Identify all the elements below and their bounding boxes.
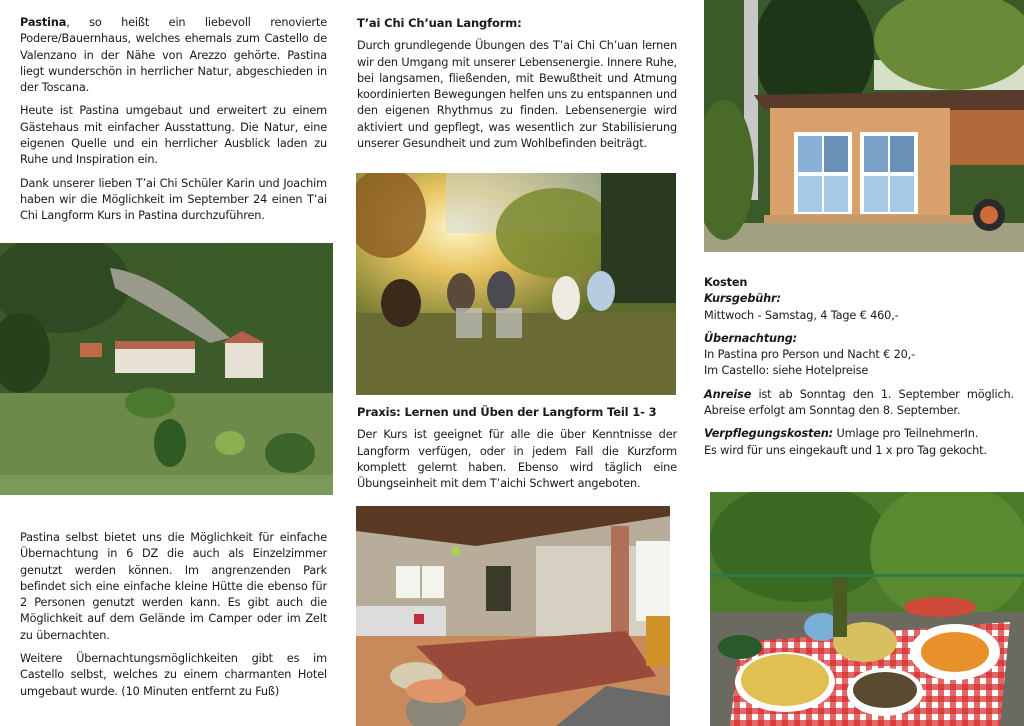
group-photo [356,173,676,395]
arrival-text: ist ab Sonntag den 1. September möglich. [751,387,1014,401]
paragraph-guesthouse: Heute ist Pastina umgebaut und erweitert zu einem Gästehaus mit einfacher Ausstattung. Die Natur, eine eigenen Quelle und ein herrlicher Ausblick laden zu Ruhe und Inspiration ein. [20,104,327,167]
room-photo-image [356,506,670,726]
lodging-label: Übernachtung: [704,331,798,345]
lodging-castello-price: Im Castello: siehe Hotelpreise [704,364,869,378]
intro-text-block [20,15,327,232]
food-photo [710,492,1024,726]
course-fee-label: Kursgebühr: [704,292,781,306]
hut-photo [704,0,1024,252]
catering-label: Verpflegungskosten: [704,427,834,441]
aerial-photo-image [0,243,333,495]
practice-text-block [357,404,677,499]
room-photo [356,506,670,726]
intro-bold-name: Pastina [20,16,67,29]
intro-rest: , so heißt ein liebevoll renovierte Podere/Bauernhaus, welches ehemals zum Castello de Valenzano in der Nähe von Arezzo gehörte. Pastina liegt wunderschön in herrlicher Natur, abgeschieden in der Toscana. [20,16,327,95]
group-photo-image [356,173,676,395]
arrival-label: Anreise [704,387,752,401]
paragraph-castello: Weitere Übernachtungsmöglichkeiten gibt es im Castello selbst, welches zu einem charmanten Hotel umgebaut wurde. (10 Minuten entfernt zu Fuß) [20,652,327,698]
paragraph-practice: Der Kurs ist geeignet für alle die über Kenntnisse der Langform verfügen, oder in jedem Fall die Kurzform komplett gelernt haben. Ebenso wird täglich eine Übungseinheit mit dem T’aichi Schwert angeboten. [357,428,677,491]
food-photo-image [710,492,1024,726]
taichi-heading: T’ai Chi Ch’uan Langform: [357,16,522,30]
paragraph-lodging: Pastina selbst bietet uns die Möglichkeit für einfache Übernachtung in 6 DZ die auch als Einzelzimmer genutzt werden können. Im angrenzenden Park befindet sich eine einfache kleine Hütte die ebenso für 2 Personen genutzt werden kann. Es gibt auch die Möglichkeit auf dem Gelände im Camper oder im Zelt zu übernachten. [20,531,327,642]
practice-heading: Praxis: Lernen und Üben der Langform Teil 1- 3 [357,405,657,419]
taichi-text-block [357,15,677,159]
lodging-pastina-price: In Pastina pro Person und Nacht € 20,- [704,348,916,362]
course-fee-value: Mittwoch - Samstag, 4 Tage € 460,- [704,308,899,322]
paragraph-thanks: Dank unserer lieben T’ai Chi Schüler Karin und Joachim haben wir die Möglichkeit im September 24 einen T’ai Chi Langform Kurs in Pastina durchzuführen. [20,176,327,223]
catering-line [704,426,1014,442]
aerial-photo [0,243,333,495]
intro-paragraph [20,15,327,96]
catering-text: Umlage pro TeilnehmerIn. [833,427,979,441]
departure-text: Abreise erfolgt am Sonntag den 8. September. [704,404,961,418]
costs-title: Kosten [704,276,748,289]
catering-text-2: Es wird für uns eingekauft und 1 x pro Tag gekocht. [704,443,987,457]
costs-block [704,275,1014,459]
lodging-text-block [20,530,327,707]
paragraph-taichi: Durch grundlegende Übungen des T’ai Chi Ch’uan lernen wir den Umgang mit unserer Lebensenergie. Innere Ruhe, bei langsamen, fließenden, mit Bewußtheit und Atmung koordinierten Bewegungen helfen uns zu entspannen und den eigenen Rhythmus zu finden. Lebensenergie wird aktiviert und gepflegt, was wesentlich zur Stabilisierung unserer Gesundheit und zum Wohlbefinden beiträgt. [357,39,677,151]
arrival-line [704,387,1014,403]
hut-photo-image [704,0,1024,252]
